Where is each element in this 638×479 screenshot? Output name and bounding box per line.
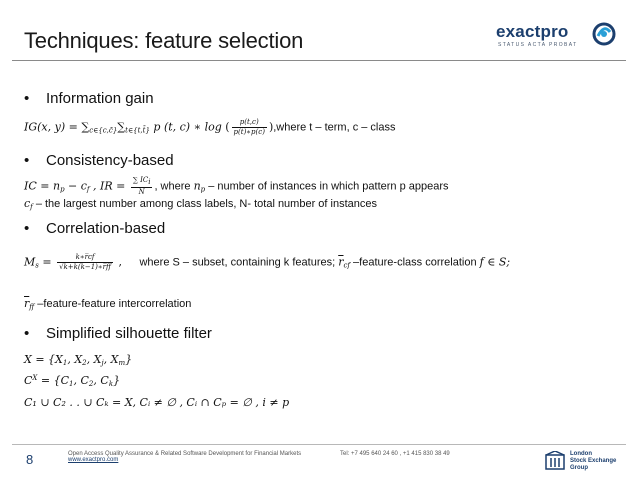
set-close: } (113, 374, 121, 387)
fraction-numerator: p(t,c) (232, 118, 267, 128)
comma: , (114, 255, 122, 269)
set-element: , X (86, 353, 102, 366)
consistency-definition (24, 197, 377, 211)
subscript: f (30, 203, 33, 211)
numerator-text: ∑ IC (132, 176, 149, 184)
subscript: j (101, 359, 104, 367)
section-heading: Information gain (46, 90, 154, 107)
bullet-consistency-based (24, 152, 174, 169)
information-gain-formula: IG(x, $y) = \sum_{c\in\{c,c̄\}}\sum_{t\in\{t,t̄\}}$ p (t, c) ∗ log ( $\frac{p(t,c)}{p(t)∗p(c)}$ ),where t – term, c – class (24, 118, 396, 136)
formula-description: –feature-class correlation (350, 256, 480, 269)
page-number: 8 (26, 452, 34, 467)
sum-symbol: ∑ (117, 120, 126, 134)
set-element: , X (67, 353, 83, 366)
set-element: , X (103, 353, 119, 366)
subscript: 1 (69, 380, 74, 388)
set-close: } (125, 353, 133, 366)
rcf-symbol: $\overline{r}$ (338, 255, 344, 269)
set-x: X = {X (24, 353, 63, 366)
silhouette-conditions (24, 396, 289, 409)
set-element: , C (93, 374, 109, 387)
subscript: f (86, 185, 90, 194)
exactpro-logo (496, 20, 616, 54)
slide-title: Techniques: feature selection (24, 28, 304, 53)
np-symbol: n (193, 179, 201, 193)
company-tagline: Open Access Quality Assurance & Related Software Development for Financial Markets (68, 451, 302, 457)
fraction (57, 253, 113, 272)
bullet-marker: • (24, 220, 30, 237)
sum-symbol: ∑ (81, 120, 90, 134)
footer-company (68, 451, 301, 463)
ir-term: , IR = (89, 179, 129, 193)
subscript: p (200, 185, 206, 194)
formula-description: – number of instances in which pattern p appears (205, 180, 449, 193)
subscript: 2 (88, 380, 94, 388)
subscript: m (118, 359, 126, 367)
subscript: s (35, 261, 39, 270)
lse-wordmark (570, 451, 628, 472)
subscript: i (148, 178, 151, 186)
set-element: = {C (37, 374, 70, 387)
ms-symbol: M (24, 255, 36, 269)
fraction (232, 118, 267, 137)
section-heading: Consistency-based (46, 152, 174, 169)
formula-lhs: IG(x, y) = (24, 120, 82, 134)
bullet-marker: • (24, 325, 30, 342)
subscript: ff (29, 303, 35, 311)
fraction-numerator: k∗r̅cf (57, 253, 113, 263)
section-heading: Simplified silhouette filter (46, 325, 212, 342)
footer-divider (12, 444, 626, 445)
formula-description: where S – subset, containing k features; (139, 256, 339, 269)
f-in-s: f ∈ S; (479, 255, 511, 269)
subscript: cf (343, 261, 350, 270)
subscript: k (108, 380, 114, 388)
partition-conditions: C₁ ∪ C₂ . . ∪ Cₖ = X, Cᵢ ≠ ∅ , Cᵢ ∩ Cₚ = ∅ , i ≠ p (24, 396, 290, 409)
rff-symbol: $\overline{r}$ (24, 297, 30, 310)
footer-phones: Tel: +7 495 640 24 60 , +1 415 830 38 49 (340, 451, 450, 457)
silhouette-set-x (24, 353, 132, 367)
title-divider (12, 60, 626, 61)
subscript: p (60, 185, 65, 194)
fraction-denominator: p(t)∗p(c) (233, 128, 265, 136)
set-c: C (24, 374, 33, 387)
correlation-definition (24, 297, 191, 311)
correlation-formula (24, 253, 510, 272)
bullet-marker: • (24, 90, 30, 107)
sum-index: c∈{c,c̄} (89, 126, 118, 135)
fraction (131, 176, 153, 197)
minus-cf: − c (64, 179, 87, 193)
superscript: X (32, 374, 38, 382)
fraction-denominator: N (138, 188, 145, 196)
formula-body: p (t, c) ∗ log (149, 120, 226, 134)
equals: = (38, 255, 56, 269)
lse-line-2: Stock Exchange Group (570, 458, 617, 471)
bullet-information-gain (24, 90, 154, 107)
where-text: , where (154, 180, 194, 193)
lse-line-1: London (570, 451, 592, 457)
formula-description: – the largest number among class labels, N- total number of instances (32, 198, 377, 210)
subscript: 1 (62, 359, 68, 367)
consistency-formula (24, 176, 449, 197)
cf-symbol: c (24, 197, 31, 210)
fraction-denominator: √k+k(k−1)∗r̅ff (59, 263, 111, 271)
formula-description: ,where t – term, c – class (273, 121, 396, 134)
bullet-correlation-based (24, 220, 165, 237)
bullet-silhouette-filter (24, 325, 212, 342)
set-element: , C (73, 374, 89, 387)
fraction-numerator (131, 176, 153, 188)
website-link[interactable]: www.exactpro.com (68, 457, 119, 463)
logo-wordmark: exactpro (496, 22, 569, 41)
ic-term: IC = n (24, 179, 61, 193)
silhouette-set-c (24, 374, 120, 388)
formula-description: –feature-feature intercorrelation (34, 298, 192, 310)
section-heading: Correlation-based (46, 220, 166, 237)
subscript: 2 (82, 359, 87, 367)
logo-tagline: STATUS ACTA PROBAT (498, 42, 578, 48)
lse-crest-icon (544, 451, 566, 471)
bullet-marker: • (24, 152, 30, 169)
lse-logo (544, 449, 628, 473)
exactpro-swirl-icon (592, 22, 616, 46)
sum-index: t∈{t,t̄} (125, 126, 150, 135)
